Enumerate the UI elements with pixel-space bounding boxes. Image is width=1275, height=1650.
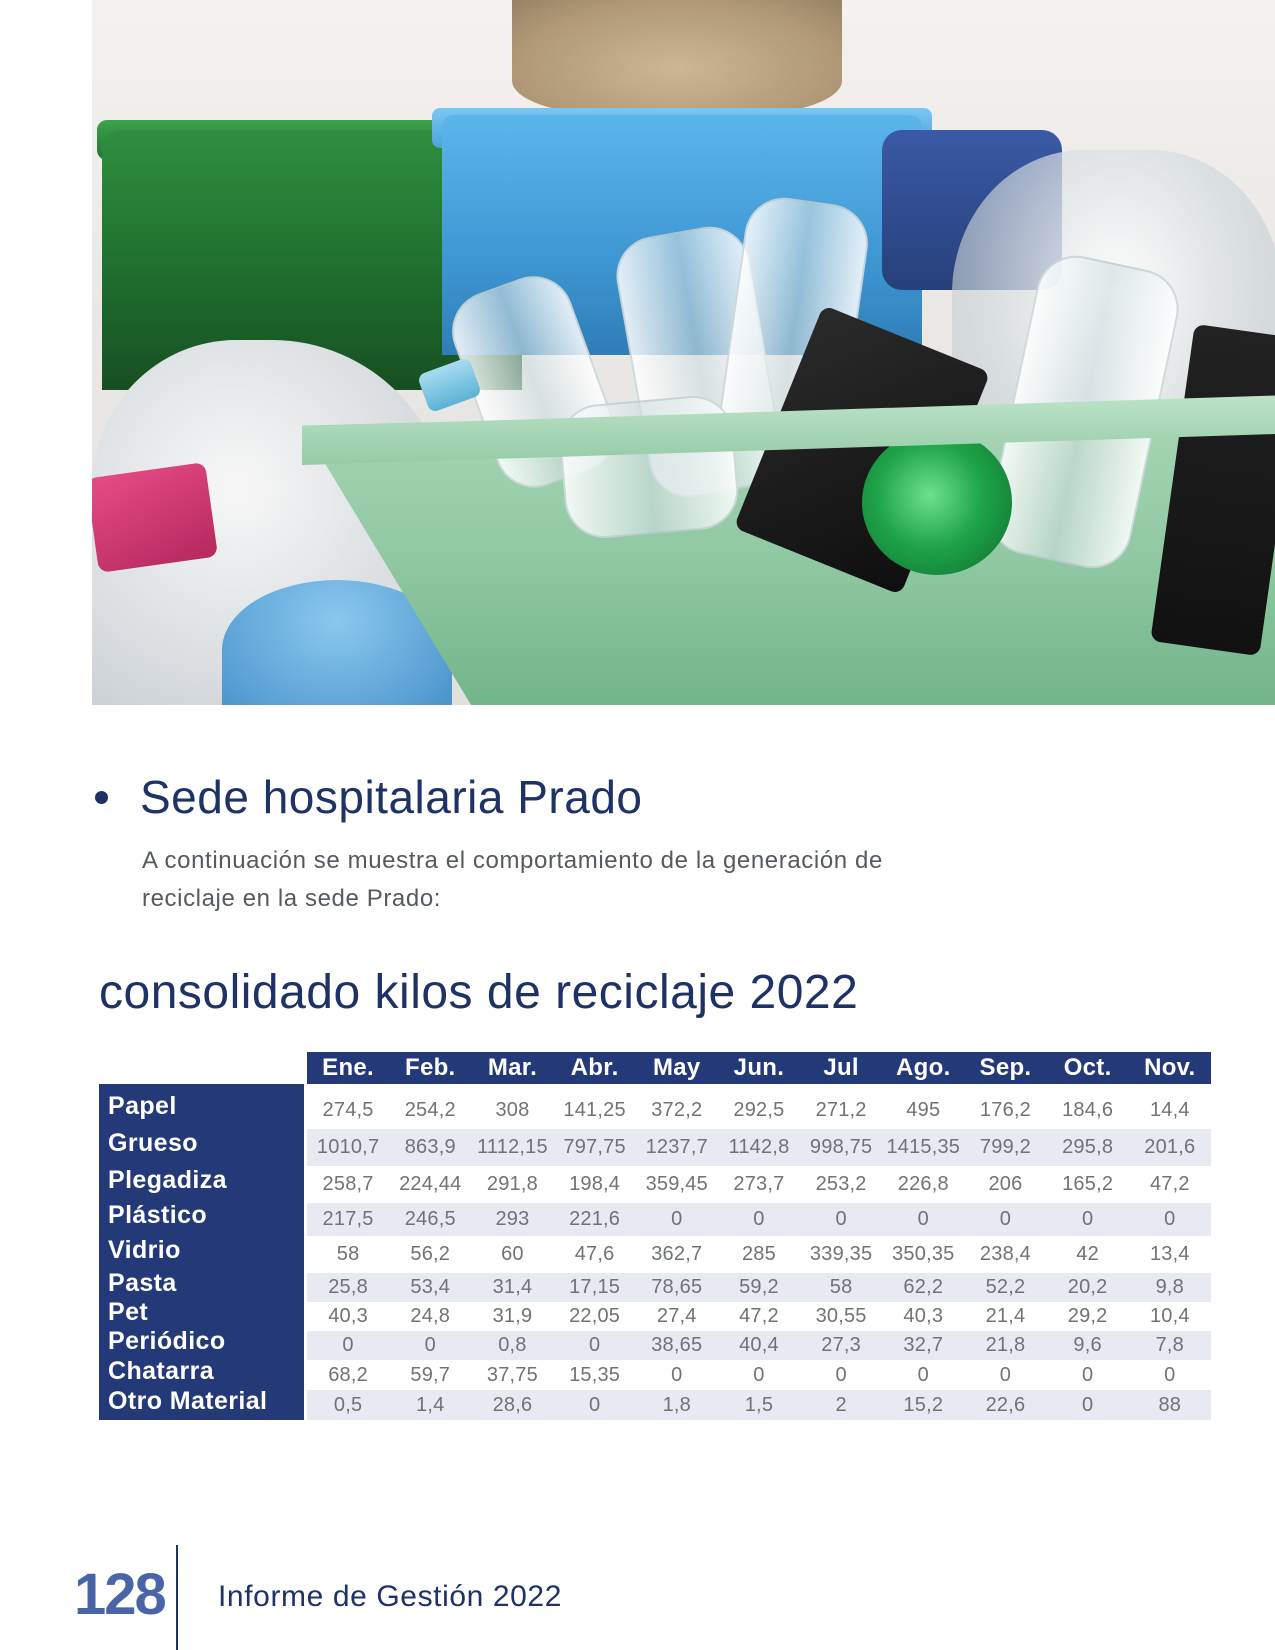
table-cell: 0: [588, 1394, 601, 1416]
table-title: consolidado kilos de reciclaje 2022: [99, 966, 859, 1019]
table-cell: 295,8: [1062, 1136, 1114, 1158]
table-row: [307, 1166, 1211, 1203]
recycling-table: [99, 1052, 1211, 1420]
table-cell: 0,5: [333, 1394, 363, 1416]
table-cell: 21,4: [985, 1305, 1026, 1327]
table-cell: 40,3: [328, 1305, 368, 1327]
table-cell: 0: [1081, 1208, 1094, 1230]
table-cell: 0: [999, 1364, 1012, 1386]
table-cell: 60: [501, 1243, 524, 1265]
table-cell: 0,8: [498, 1334, 527, 1356]
row-label: Otro Material: [108, 1387, 268, 1415]
table-cell: 88: [1158, 1394, 1182, 1416]
table-cell: 78,65: [651, 1276, 703, 1298]
month-header: Mar.: [487, 1054, 538, 1081]
row-label: Plástico: [108, 1201, 208, 1229]
table-cell: 15,35: [569, 1364, 621, 1386]
month-header: Ene.: [322, 1054, 375, 1081]
table-cell: 29,2: [1067, 1305, 1108, 1327]
table-row: [307, 1203, 1211, 1236]
table-cell: 217,5: [322, 1208, 374, 1230]
intro-line-1: A continuación se muestra el comportamiento de la generación de: [142, 847, 883, 874]
month-header: Abr.: [570, 1054, 619, 1081]
table-cell: 47,6: [574, 1243, 615, 1265]
row-labels-column: [99, 1084, 304, 1420]
row-label: Pet: [108, 1298, 149, 1326]
table-row: [307, 1302, 1211, 1331]
table-cell: 1,8: [662, 1394, 691, 1416]
table-cell: 0: [1081, 1394, 1094, 1416]
table-cell: 1,4: [416, 1394, 445, 1416]
table-cell: 226,8: [897, 1173, 949, 1195]
table-cell: 0: [917, 1208, 929, 1230]
table-cell: 28,6: [492, 1394, 533, 1416]
footer-divider: [176, 1545, 178, 1650]
table-row: [307, 1236, 1211, 1273]
table-cell: 253,2: [815, 1173, 867, 1195]
table-cell: 246,5: [404, 1208, 456, 1230]
table-cell: 224,44: [399, 1173, 462, 1195]
month-header: Feb.: [404, 1054, 456, 1081]
table-cell: 42: [1076, 1243, 1099, 1265]
section-title: Sede hospitalaria Prado: [140, 771, 643, 823]
table-cell: 58: [829, 1276, 853, 1298]
table-cell: 274,5: [322, 1099, 374, 1121]
table-cell: 14,4: [1149, 1099, 1190, 1121]
hero-photo-recycling-bins: [92, 0, 1275, 705]
green-bottle: [862, 430, 1012, 575]
table-cell: 0: [588, 1334, 601, 1356]
table-row: [307, 1360, 1211, 1390]
table-cell: 184,6: [1062, 1099, 1114, 1121]
table-cell: 495: [906, 1099, 941, 1121]
table-body: [99, 1084, 1211, 1420]
table-cell: 0: [1081, 1364, 1094, 1386]
table-cell: 0: [671, 1364, 683, 1386]
table-header: [307, 1052, 1211, 1084]
table-cell: 52,2: [985, 1276, 1026, 1298]
table-cell: 273,7: [733, 1173, 785, 1195]
table-cell: 22,6: [985, 1394, 1026, 1416]
table-cell: 30,55: [815, 1305, 867, 1327]
table-cell: 68,2: [328, 1364, 368, 1386]
table-cell: 0: [917, 1364, 929, 1386]
row-label: Plegadiza: [108, 1166, 227, 1194]
intro-line-2: reciclaje en la sede Prado:: [142, 885, 442, 912]
table-cell: 24,8: [410, 1305, 451, 1327]
table-row: [307, 1092, 1211, 1129]
table-cell: 15,2: [903, 1394, 944, 1416]
table-cell: 31,9: [492, 1305, 533, 1327]
table-cell: 797,75: [563, 1136, 626, 1158]
table-cell: 31,4: [492, 1276, 533, 1298]
table-cell: 53,4: [410, 1276, 451, 1298]
table-cell: 339,35: [809, 1243, 873, 1265]
table-cell: 1,5: [744, 1394, 774, 1416]
table-cell: 308: [495, 1099, 530, 1121]
table-cell: 359,45: [645, 1173, 708, 1195]
table-cell: 7,8: [1155, 1334, 1184, 1356]
page-number: 128: [74, 1562, 165, 1627]
table-cell: 254,2: [404, 1099, 456, 1121]
month-header: Sep.: [979, 1054, 1032, 1081]
section-heading: [92, 770, 643, 824]
table-cell: 9,8: [1155, 1276, 1184, 1298]
table-cell: 0: [342, 1334, 354, 1356]
table-row: [307, 1273, 1211, 1302]
intro-paragraph: [142, 842, 1042, 918]
table-cell: 0: [753, 1364, 765, 1386]
row-label: Papel: [108, 1092, 177, 1120]
table-cell: 9,6: [1073, 1334, 1102, 1356]
table-cell: 25,8: [328, 1276, 368, 1298]
table-cell: 0: [753, 1208, 765, 1230]
table-cell: 206: [988, 1173, 1023, 1195]
month-header: May: [652, 1054, 701, 1081]
month-header: Ago.: [896, 1054, 951, 1081]
pink-container: [92, 462, 218, 573]
row-label: Pasta: [108, 1269, 177, 1297]
table-row: [307, 1331, 1211, 1360]
table-cell: 1142,8: [728, 1136, 790, 1158]
table-cell: 372,2: [651, 1099, 703, 1121]
month-header: Nov.: [1144, 1054, 1196, 1081]
table-cell: 20,2: [1067, 1276, 1108, 1298]
table-cell: 47,2: [739, 1305, 779, 1327]
table-cell: 40,4: [739, 1334, 779, 1356]
table-cell: 22,05: [569, 1305, 621, 1327]
table-cell: 32,7: [903, 1334, 944, 1356]
table-row: [307, 1129, 1211, 1166]
table-cell: 2: [835, 1394, 847, 1416]
table-cell: 21,8: [985, 1334, 1026, 1356]
table-cell: 165,2: [1062, 1173, 1114, 1195]
table-cell: 0: [835, 1364, 847, 1386]
cardboard-pile: [512, 0, 842, 115]
table-cell: 47,2: [1149, 1173, 1190, 1195]
table-cell: 10,4: [1149, 1305, 1190, 1327]
table-cell: 27,4: [656, 1305, 697, 1327]
footer-title: Informe de Gestión 2022: [218, 1580, 563, 1613]
table-cell: 998,75: [809, 1136, 873, 1158]
row-label: Periódico: [108, 1327, 226, 1355]
table-cell: 58: [336, 1243, 360, 1265]
table-cell: 291,8: [486, 1173, 538, 1195]
table-cell: 258,7: [322, 1173, 374, 1195]
table-cell: 221,6: [569, 1208, 621, 1230]
table-cell: 201,6: [1144, 1136, 1196, 1158]
table-cell: 198,4: [569, 1173, 621, 1195]
table-cell: 27,3: [821, 1334, 861, 1356]
table-cell: 1112,15: [477, 1136, 548, 1158]
month-header: Jul: [823, 1054, 859, 1081]
table-cell: 59,2: [739, 1276, 779, 1298]
table-cell: 350,35: [892, 1243, 955, 1265]
table-cell: 1415,35: [886, 1136, 961, 1158]
table-cell: 37,75: [486, 1364, 538, 1386]
table-cell: 176,2: [979, 1099, 1031, 1121]
table-cell: 0: [835, 1208, 847, 1230]
table-cell: 56,2: [410, 1243, 451, 1265]
table-cell: 292,5: [733, 1099, 785, 1121]
row-label: Grueso: [108, 1129, 198, 1157]
table-cell: 0: [1164, 1364, 1176, 1386]
table-cell: 40,3: [903, 1305, 944, 1327]
table-cell: 271,2: [815, 1099, 867, 1121]
table-cell: 799,2: [979, 1136, 1031, 1158]
table-cell: 62,2: [903, 1276, 944, 1298]
table-cell: 0: [999, 1208, 1012, 1230]
table-cell: 13,4: [1149, 1243, 1190, 1265]
month-header: Jun.: [733, 1054, 785, 1081]
table-cell: 0: [671, 1208, 683, 1230]
table-row: [307, 1390, 1211, 1420]
table-cell: 38,65: [651, 1334, 703, 1356]
table-cell: 362,7: [651, 1243, 703, 1265]
table-cell: 863,9: [404, 1136, 456, 1158]
table-cell: 293: [495, 1208, 530, 1230]
table-cell: 238,4: [979, 1243, 1031, 1265]
table-cell: 1010,7: [316, 1136, 380, 1158]
table-cell: 0: [424, 1334, 436, 1356]
table-cell: 0: [1164, 1208, 1176, 1230]
table-cell: 17,15: [569, 1276, 621, 1298]
table-cell: 285: [741, 1243, 776, 1265]
bullet-icon: [95, 791, 108, 804]
table-cells: [307, 1084, 1211, 1420]
row-label: Vidrio: [108, 1236, 181, 1264]
table-cell: 1237,7: [645, 1136, 708, 1158]
table-cell: 141,25: [563, 1099, 626, 1121]
table-cell: 59,7: [410, 1364, 451, 1386]
row-label: Chatarra: [108, 1357, 215, 1385]
month-header: Oct.: [1063, 1054, 1112, 1081]
